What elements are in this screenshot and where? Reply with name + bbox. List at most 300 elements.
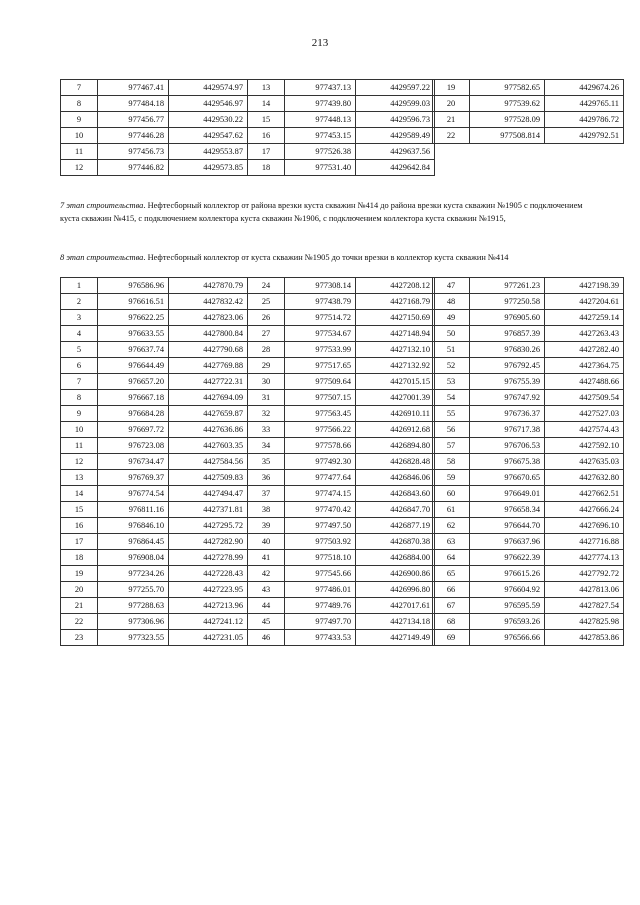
- y-coordinate-cell: 4426877.19: [356, 518, 435, 534]
- table-row: [433, 112, 624, 128]
- point-number-cell: 32: [248, 406, 285, 422]
- table-row: [61, 518, 248, 534]
- y-coordinate-cell: 4427204.61: [545, 294, 624, 310]
- x-coordinate-cell: 977439.80: [285, 96, 356, 112]
- y-coordinate-cell: 4427870.79: [169, 278, 248, 294]
- point-number-cell: 18: [61, 550, 98, 566]
- point-number-cell: 24: [248, 278, 285, 294]
- x-coordinate-cell: 977323.55: [98, 630, 169, 646]
- y-coordinate-cell: 4429573.85: [169, 160, 248, 176]
- x-coordinate-cell: 976595.59: [470, 598, 545, 614]
- point-number-cell: 36: [248, 470, 285, 486]
- y-coordinate-cell: 4427001.39: [356, 390, 435, 406]
- x-coordinate-cell: 977484.18: [98, 96, 169, 112]
- x-coordinate-cell: 976908.04: [98, 550, 169, 566]
- table-row: [248, 486, 435, 502]
- point-number-cell: 22: [433, 128, 470, 144]
- table-row: [433, 518, 624, 534]
- table-row: [248, 518, 435, 534]
- stage-7-caption: [60, 200, 600, 225]
- point-number-cell: 15: [61, 502, 98, 518]
- point-number-cell: 61: [433, 502, 470, 518]
- y-coordinate-cell: 4427509.54: [545, 390, 624, 406]
- x-coordinate-cell: 976586.96: [98, 278, 169, 294]
- x-coordinate-cell: 976747.92: [470, 390, 545, 406]
- point-number-cell: 64: [433, 550, 470, 566]
- point-number-cell: 33: [248, 422, 285, 438]
- x-coordinate-cell: 977477.64: [285, 470, 356, 486]
- x-coordinate-cell: 977514.72: [285, 310, 356, 326]
- x-coordinate-cell: 977467.41: [98, 80, 169, 96]
- table-row: [61, 128, 248, 144]
- point-number-cell: 35: [248, 454, 285, 470]
- x-coordinate-cell: 976675.38: [470, 454, 545, 470]
- x-coordinate-cell: 976864.45: [98, 534, 169, 550]
- x-coordinate-cell: 976769.37: [98, 470, 169, 486]
- point-number-cell: 13: [61, 470, 98, 486]
- point-number-cell: 34: [248, 438, 285, 454]
- point-number-cell: 40: [248, 534, 285, 550]
- y-coordinate-cell: 4429547.62: [169, 128, 248, 144]
- table-row: [248, 310, 435, 326]
- table-row: [61, 278, 248, 294]
- point-number-cell: 57: [433, 438, 470, 454]
- y-coordinate-cell: 4429574.97: [169, 80, 248, 96]
- page-number: 213: [311, 37, 329, 49]
- y-coordinate-cell: 4427213.96: [169, 598, 248, 614]
- table-row: [433, 614, 624, 630]
- table-row: [248, 454, 435, 470]
- x-coordinate-cell: 976644.70: [470, 518, 545, 534]
- y-coordinate-cell: 4427823.06: [169, 310, 248, 326]
- table-row: [61, 598, 248, 614]
- x-coordinate-cell: 976667.18: [98, 390, 169, 406]
- x-coordinate-cell: 977456.73: [98, 144, 169, 160]
- x-coordinate-cell: 976615.26: [470, 566, 545, 582]
- table-row: [61, 390, 248, 406]
- y-coordinate-cell: 4427017.61: [356, 598, 435, 614]
- table-row: [248, 582, 435, 598]
- point-number-cell: 1: [61, 278, 98, 294]
- y-coordinate-cell: 4427722.31: [169, 374, 248, 390]
- table-row: [248, 406, 435, 422]
- point-number-cell: 16: [248, 128, 285, 144]
- y-coordinate-cell: 4429553.87: [169, 144, 248, 160]
- point-number-cell: 56: [433, 422, 470, 438]
- y-coordinate-cell: 4427149.49: [356, 630, 435, 646]
- x-coordinate-cell: 977438.79: [285, 294, 356, 310]
- point-number-cell: 59: [433, 470, 470, 486]
- table-row: [61, 160, 248, 176]
- y-coordinate-cell: 4427800.84: [169, 326, 248, 342]
- point-number-cell: 21: [61, 598, 98, 614]
- point-number-cell: 63: [433, 534, 470, 550]
- y-coordinate-cell: 4429530.22: [169, 112, 248, 128]
- point-number-cell: 26: [248, 310, 285, 326]
- x-coordinate-cell: 977534.67: [285, 326, 356, 342]
- x-coordinate-cell: 976622.25: [98, 310, 169, 326]
- table-row: [61, 342, 248, 358]
- table-row: [433, 390, 624, 406]
- point-number-cell: 19: [433, 80, 470, 96]
- table-row: [61, 144, 248, 160]
- point-number-cell: 6: [61, 358, 98, 374]
- x-coordinate-cell: 977497.50: [285, 518, 356, 534]
- table-row: [433, 454, 624, 470]
- x-coordinate-cell: 976846.10: [98, 518, 169, 534]
- table-row: [248, 358, 435, 374]
- table-row: [433, 630, 624, 646]
- table-row: [433, 96, 624, 112]
- y-coordinate-cell: 4427208.12: [356, 278, 435, 294]
- y-coordinate-cell: 4427263.43: [545, 326, 624, 342]
- x-coordinate-cell: 976736.37: [470, 406, 545, 422]
- x-coordinate-cell: 977446.82: [98, 160, 169, 176]
- table-row: [433, 566, 624, 582]
- y-coordinate-cell: 4427168.79: [356, 294, 435, 310]
- y-coordinate-cell: 4427278.99: [169, 550, 248, 566]
- point-number-cell: 20: [433, 96, 470, 112]
- table-row: [61, 294, 248, 310]
- x-coordinate-cell: 977518.10: [285, 550, 356, 566]
- y-coordinate-cell: 4427228.43: [169, 566, 248, 582]
- y-coordinate-cell: 4427494.47: [169, 486, 248, 502]
- x-coordinate-cell: 977526.38: [285, 144, 356, 160]
- point-number-cell: 27: [248, 326, 285, 342]
- x-coordinate-cell: 976774.54: [98, 486, 169, 502]
- x-coordinate-cell: 977539.62: [470, 96, 545, 112]
- table-row: [433, 486, 624, 502]
- table-row: [433, 128, 624, 144]
- table-row: [248, 374, 435, 390]
- x-coordinate-cell: 976792.45: [470, 358, 545, 374]
- table-row: [433, 406, 624, 422]
- x-coordinate-cell: 977308.14: [285, 278, 356, 294]
- y-coordinate-cell: 4427813.06: [545, 582, 624, 598]
- point-number-cell: 5: [61, 342, 98, 358]
- y-coordinate-cell: 4426996.80: [356, 582, 435, 598]
- stage-7-text: . Нефтесборный коллектор от района врезки куста скважин №414 до района врезки куста скважин №1905 с подключением куста скважин №415, с подключением коллектора куста скважин №1906, с подключением коллектора куста скважин №1915,: [60, 201, 583, 223]
- point-number-cell: 25: [248, 294, 285, 310]
- y-coordinate-cell: 4427584.56: [169, 454, 248, 470]
- x-coordinate-cell: 977456.77: [98, 112, 169, 128]
- x-coordinate-cell: 976905.60: [470, 310, 545, 326]
- coordinate-table-top-1: [60, 79, 248, 176]
- y-coordinate-cell: 4427832.42: [169, 294, 248, 310]
- table-row: [248, 128, 435, 144]
- x-coordinate-cell: 976697.72: [98, 422, 169, 438]
- y-coordinate-cell: 4427774.13: [545, 550, 624, 566]
- x-coordinate-cell: 977437.13: [285, 80, 356, 96]
- point-number-cell: 3: [61, 310, 98, 326]
- y-coordinate-cell: 4427694.09: [169, 390, 248, 406]
- y-coordinate-cell: 4427592.10: [545, 438, 624, 454]
- y-coordinate-cell: 4429765.11: [545, 96, 624, 112]
- point-number-cell: 10: [61, 422, 98, 438]
- table-row: [248, 96, 435, 112]
- x-coordinate-cell: 976811.16: [98, 502, 169, 518]
- y-coordinate-cell: 4427223.95: [169, 582, 248, 598]
- x-coordinate-cell: 977255.70: [98, 582, 169, 598]
- table-row: [433, 598, 624, 614]
- point-number-cell: 68: [433, 614, 470, 630]
- x-coordinate-cell: 977578.66: [285, 438, 356, 454]
- point-number-cell: 44: [248, 598, 285, 614]
- point-number-cell: 2: [61, 294, 98, 310]
- table-row: [248, 390, 435, 406]
- y-coordinate-cell: 4427632.80: [545, 470, 624, 486]
- table-row: [248, 422, 435, 438]
- point-number-cell: 14: [61, 486, 98, 502]
- x-coordinate-cell: 977528.09: [470, 112, 545, 128]
- x-coordinate-cell: 977453.15: [285, 128, 356, 144]
- point-number-cell: 49: [433, 310, 470, 326]
- y-coordinate-cell: 4427282.90: [169, 534, 248, 550]
- x-coordinate-cell: 977261.23: [470, 278, 545, 294]
- table-row: [61, 566, 248, 582]
- coordinate-table-top-2: [247, 79, 435, 176]
- table-row: [61, 502, 248, 518]
- point-number-cell: 9: [61, 406, 98, 422]
- y-coordinate-cell: 4427825.98: [545, 614, 624, 630]
- table-row: [433, 278, 624, 294]
- stage-8-caption: [60, 252, 600, 265]
- x-coordinate-cell: 976649.01: [470, 486, 545, 502]
- x-coordinate-cell: 977533.99: [285, 342, 356, 358]
- point-number-cell: 19: [61, 566, 98, 582]
- x-coordinate-cell: 977582.65: [470, 80, 545, 96]
- table-row: [248, 278, 435, 294]
- y-coordinate-cell: 4426843.60: [356, 486, 435, 502]
- y-coordinate-cell: 4427259.14: [545, 310, 624, 326]
- x-coordinate-cell: 977250.58: [470, 294, 545, 310]
- y-coordinate-cell: 4427659.87: [169, 406, 248, 422]
- table-row: [61, 470, 248, 486]
- x-coordinate-cell: 977470.42: [285, 502, 356, 518]
- table-row: [433, 326, 624, 342]
- table-row: [248, 112, 435, 128]
- table-row: [61, 358, 248, 374]
- x-coordinate-cell: 977489.76: [285, 598, 356, 614]
- point-number-cell: 69: [433, 630, 470, 646]
- y-coordinate-cell: 4427635.03: [545, 454, 624, 470]
- y-coordinate-cell: 4427132.92: [356, 358, 435, 374]
- point-number-cell: 12: [61, 454, 98, 470]
- point-number-cell: 62: [433, 518, 470, 534]
- y-coordinate-cell: 4427603.35: [169, 438, 248, 454]
- point-number-cell: 47: [433, 278, 470, 294]
- point-number-cell: 48: [433, 294, 470, 310]
- y-coordinate-cell: 4427853.86: [545, 630, 624, 646]
- table-row: [61, 630, 248, 646]
- y-coordinate-cell: 4427574.43: [545, 422, 624, 438]
- y-coordinate-cell: 4426912.68: [356, 422, 435, 438]
- table-row: [61, 374, 248, 390]
- x-coordinate-cell: 976644.49: [98, 358, 169, 374]
- point-number-cell: 52: [433, 358, 470, 374]
- x-coordinate-cell: 977508.814: [470, 128, 545, 144]
- point-number-cell: 14: [248, 96, 285, 112]
- y-coordinate-cell: 4427132.10: [356, 342, 435, 358]
- point-number-cell: 30: [248, 374, 285, 390]
- point-number-cell: 16: [61, 518, 98, 534]
- point-number-cell: 18: [248, 160, 285, 176]
- x-coordinate-cell: 976637.74: [98, 342, 169, 358]
- y-coordinate-cell: 4427198.39: [545, 278, 624, 294]
- stage-8-label: 8 этап строительства: [60, 253, 144, 262]
- x-coordinate-cell: 976706.53: [470, 438, 545, 454]
- table-row: [61, 112, 248, 128]
- table-row: [61, 614, 248, 630]
- y-coordinate-cell: 4427527.03: [545, 406, 624, 422]
- y-coordinate-cell: 4426884.00: [356, 550, 435, 566]
- table-row: [433, 582, 624, 598]
- point-number-cell: 37: [248, 486, 285, 502]
- x-coordinate-cell: 976684.28: [98, 406, 169, 422]
- point-number-cell: 38: [248, 502, 285, 518]
- y-coordinate-cell: 4426828.48: [356, 454, 435, 470]
- y-coordinate-cell: 4426910.11: [356, 406, 435, 422]
- y-coordinate-cell: 4427015.15: [356, 374, 435, 390]
- y-coordinate-cell: 4429792.51: [545, 128, 624, 144]
- table-row: [248, 598, 435, 614]
- stage-7-label: 7 этап строительства: [60, 201, 144, 210]
- y-coordinate-cell: 4429674.26: [545, 80, 624, 96]
- x-coordinate-cell: 977497.70: [285, 614, 356, 630]
- x-coordinate-cell: 976593.26: [470, 614, 545, 630]
- point-number-cell: 22: [61, 614, 98, 630]
- table-row: [433, 550, 624, 566]
- y-coordinate-cell: 4427509.83: [169, 470, 248, 486]
- point-number-cell: 7: [61, 374, 98, 390]
- x-coordinate-cell: 977566.22: [285, 422, 356, 438]
- x-coordinate-cell: 976857.39: [470, 326, 545, 342]
- x-coordinate-cell: 977563.45: [285, 406, 356, 422]
- y-coordinate-cell: 4427488.66: [545, 374, 624, 390]
- x-coordinate-cell: 976658.34: [470, 502, 545, 518]
- y-coordinate-cell: 4426894.80: [356, 438, 435, 454]
- x-coordinate-cell: 976717.38: [470, 422, 545, 438]
- table-row: [248, 342, 435, 358]
- x-coordinate-cell: 976616.51: [98, 294, 169, 310]
- point-number-cell: 53: [433, 374, 470, 390]
- stage-8-text: . Нефтесборный коллектор от куста скважин №1905 до точки врезки в коллектор куста скважин №414: [143, 253, 509, 262]
- x-coordinate-cell: 977448.13: [285, 112, 356, 128]
- x-coordinate-cell: 976604.92: [470, 582, 545, 598]
- table-row: [248, 630, 435, 646]
- y-coordinate-cell: 4427666.24: [545, 502, 624, 518]
- x-coordinate-cell: 977234.26: [98, 566, 169, 582]
- table-row: [248, 502, 435, 518]
- point-number-cell: 66: [433, 582, 470, 598]
- point-number-cell: 15: [248, 112, 285, 128]
- table-row: [248, 80, 435, 96]
- x-coordinate-cell: 977507.15: [285, 390, 356, 406]
- x-coordinate-cell: 976657.20: [98, 374, 169, 390]
- table-row: [248, 550, 435, 566]
- point-number-cell: 9: [61, 112, 98, 128]
- x-coordinate-cell: 977474.15: [285, 486, 356, 502]
- coordinate-table-top-3: [432, 79, 624, 144]
- point-number-cell: 45: [248, 614, 285, 630]
- y-coordinate-cell: 4427231.05: [169, 630, 248, 646]
- x-coordinate-cell: 977433.53: [285, 630, 356, 646]
- point-number-cell: 11: [61, 144, 98, 160]
- y-coordinate-cell: 4427295.72: [169, 518, 248, 534]
- table-row: [248, 470, 435, 486]
- table-row: [433, 358, 624, 374]
- x-coordinate-cell: 977545.66: [285, 566, 356, 582]
- point-number-cell: 41: [248, 550, 285, 566]
- y-coordinate-cell: 4427696.10: [545, 518, 624, 534]
- y-coordinate-cell: 4429546.97: [169, 96, 248, 112]
- point-number-cell: 50: [433, 326, 470, 342]
- y-coordinate-cell: 4426846.06: [356, 470, 435, 486]
- y-coordinate-cell: 4427134.18: [356, 614, 435, 630]
- table-row: [248, 294, 435, 310]
- table-row: [248, 566, 435, 582]
- point-number-cell: 23: [61, 630, 98, 646]
- table-row: [433, 534, 624, 550]
- x-coordinate-cell: 976755.39: [470, 374, 545, 390]
- y-coordinate-cell: 4429597.22: [356, 80, 435, 96]
- table-row: [61, 550, 248, 566]
- x-coordinate-cell: 976637.96: [470, 534, 545, 550]
- x-coordinate-cell: 977446.28: [98, 128, 169, 144]
- y-coordinate-cell: 4426900.86: [356, 566, 435, 582]
- point-number-cell: 58: [433, 454, 470, 470]
- point-number-cell: 31: [248, 390, 285, 406]
- point-number-cell: 21: [433, 112, 470, 128]
- table-row: [433, 310, 624, 326]
- point-number-cell: 28: [248, 342, 285, 358]
- table-row: [248, 534, 435, 550]
- y-coordinate-cell: 4427662.51: [545, 486, 624, 502]
- y-coordinate-cell: 4427827.54: [545, 598, 624, 614]
- table-row: [61, 486, 248, 502]
- x-coordinate-cell: 977492.30: [285, 454, 356, 470]
- coordinate-table-bottom-1: [60, 277, 248, 646]
- y-coordinate-cell: 4429599.03: [356, 96, 435, 112]
- y-coordinate-cell: 4427792.72: [545, 566, 624, 582]
- table-row: [248, 144, 435, 160]
- point-number-cell: 4: [61, 326, 98, 342]
- point-number-cell: 29: [248, 358, 285, 374]
- point-number-cell: 43: [248, 582, 285, 598]
- y-coordinate-cell: 4427371.81: [169, 502, 248, 518]
- x-coordinate-cell: 977503.92: [285, 534, 356, 550]
- table-row: [433, 80, 624, 96]
- y-coordinate-cell: 4426870.38: [356, 534, 435, 550]
- point-number-cell: 12: [61, 160, 98, 176]
- y-coordinate-cell: 4429596.73: [356, 112, 435, 128]
- x-coordinate-cell: 977509.64: [285, 374, 356, 390]
- point-number-cell: 20: [61, 582, 98, 598]
- y-coordinate-cell: 4427150.69: [356, 310, 435, 326]
- y-coordinate-cell: 4427636.86: [169, 422, 248, 438]
- x-coordinate-cell: 977288.63: [98, 598, 169, 614]
- point-number-cell: 65: [433, 566, 470, 582]
- x-coordinate-cell: 977486.01: [285, 582, 356, 598]
- x-coordinate-cell: 976830.26: [470, 342, 545, 358]
- point-number-cell: 17: [248, 144, 285, 160]
- y-coordinate-cell: 4429786.72: [545, 112, 624, 128]
- point-number-cell: 8: [61, 96, 98, 112]
- table-row: [248, 614, 435, 630]
- coordinate-table-bottom-2: [247, 277, 435, 646]
- table-row: [248, 326, 435, 342]
- table-row: [61, 582, 248, 598]
